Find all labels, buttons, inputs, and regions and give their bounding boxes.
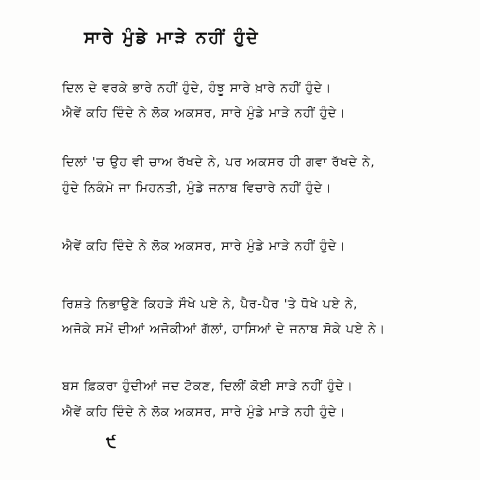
poem-line: ਅਜੋਕੇ ਸਮੇਂ ਦੀਆਂ ਅਜੋਕੀਆਂ ਗੱਲਾਂ, ਹਾਸਿਆਂ ਦੇ ਜਨਾਬ ਸੋਕੇ ਪਏ ਨੇ। <box>62 321 386 336</box>
page-number: ੯ <box>106 432 117 451</box>
poem-line: ਦਿਲਾਂ 'ਚ ਉਹ ਵੀ ਚਾਅ ਰੱਖਦੇ ਨੇ, ਪਰ ਅਕਸਰ ਹੀ ਗਵਾ ਰੱਖਦੇ ਨੇ, <box>62 154 376 169</box>
poem-line: ਐਵੇਂ ਕਹਿ ਦਿੰਦੇ ਨੇ ਲੋਕ ਅਕਸਰ, ਸਾਰੇ ਮੁੰਡੇ ਮਾੜੇ ਨਹੀ ਹੁੰਦੇ। <box>62 404 346 419</box>
poem-line: ਬਸ ਫ਼ਿਕਰਾ ਹੁੰਦੀਆਂ ਜਦ ਟੋਕਣ, ਦਿਲੀਂ ਕੋਈ ਸਾੜੇ ਨਹੀਂ ਹੁੰਦੇ। <box>62 378 354 393</box>
poem-line: ਹੁੰਦੇ ਨਿਕੰਮੇ ਜਾ ਮਿਹਨਤੀ, ਮੁੰਡੇ ਜਨਾਬ ਵਿਚਾਰੇ ਨਹੀਂ ਹੁੰਦੇ। <box>62 180 332 195</box>
poem-title: ਸਾਰੇ ਮੁੰਡੇ ਮਾੜੇ ਨਹੀਂ ਹੁੰਦੇ <box>84 28 260 48</box>
poem-line: ਰਿਸ਼ਤੇ ਨਿਭਾਉਣੇ ਕਿਹੜੇ ਸੌਖੇ ਪਏ ਨੇ, ਪੈਰ-ਪੈਰ 'ਤੇ ਧੋਖੇ ਪਏ ਨੇ, <box>62 296 358 311</box>
poem-line: ਐਵੇਂ ਕਹਿ ਦਿੰਦੇ ਨੇ ਲੋਕ ਅਕਸਰ, ਸਾਰੇ ਮੁੰਡੇ ਮਾੜੇ ਨਹੀਂ ਹੁੰਦੇ। <box>62 105 346 120</box>
poem-line: ਦਿਲ ਦੇ ਵਰਕੇ ਭਾਰੇ ਨਹੀਂ ਹੁੰਦੇ, ਹੰਝੂ ਸਾਰੇ ਖ਼ਾਰੇ ਨਹੀਂ ਹੁੰਦੇ। <box>62 80 332 95</box>
poem-line: ਐਵੇਂ ਕਹਿ ਦਿੰਦੇ ਨੇ ਲੋਕ ਅਕਸਰ, ਸਾਰੇ ਮੁੰਡੇ ਮਾੜੇ ਨਹੀਂ ਹੁੰਦੇ। <box>62 238 346 253</box>
